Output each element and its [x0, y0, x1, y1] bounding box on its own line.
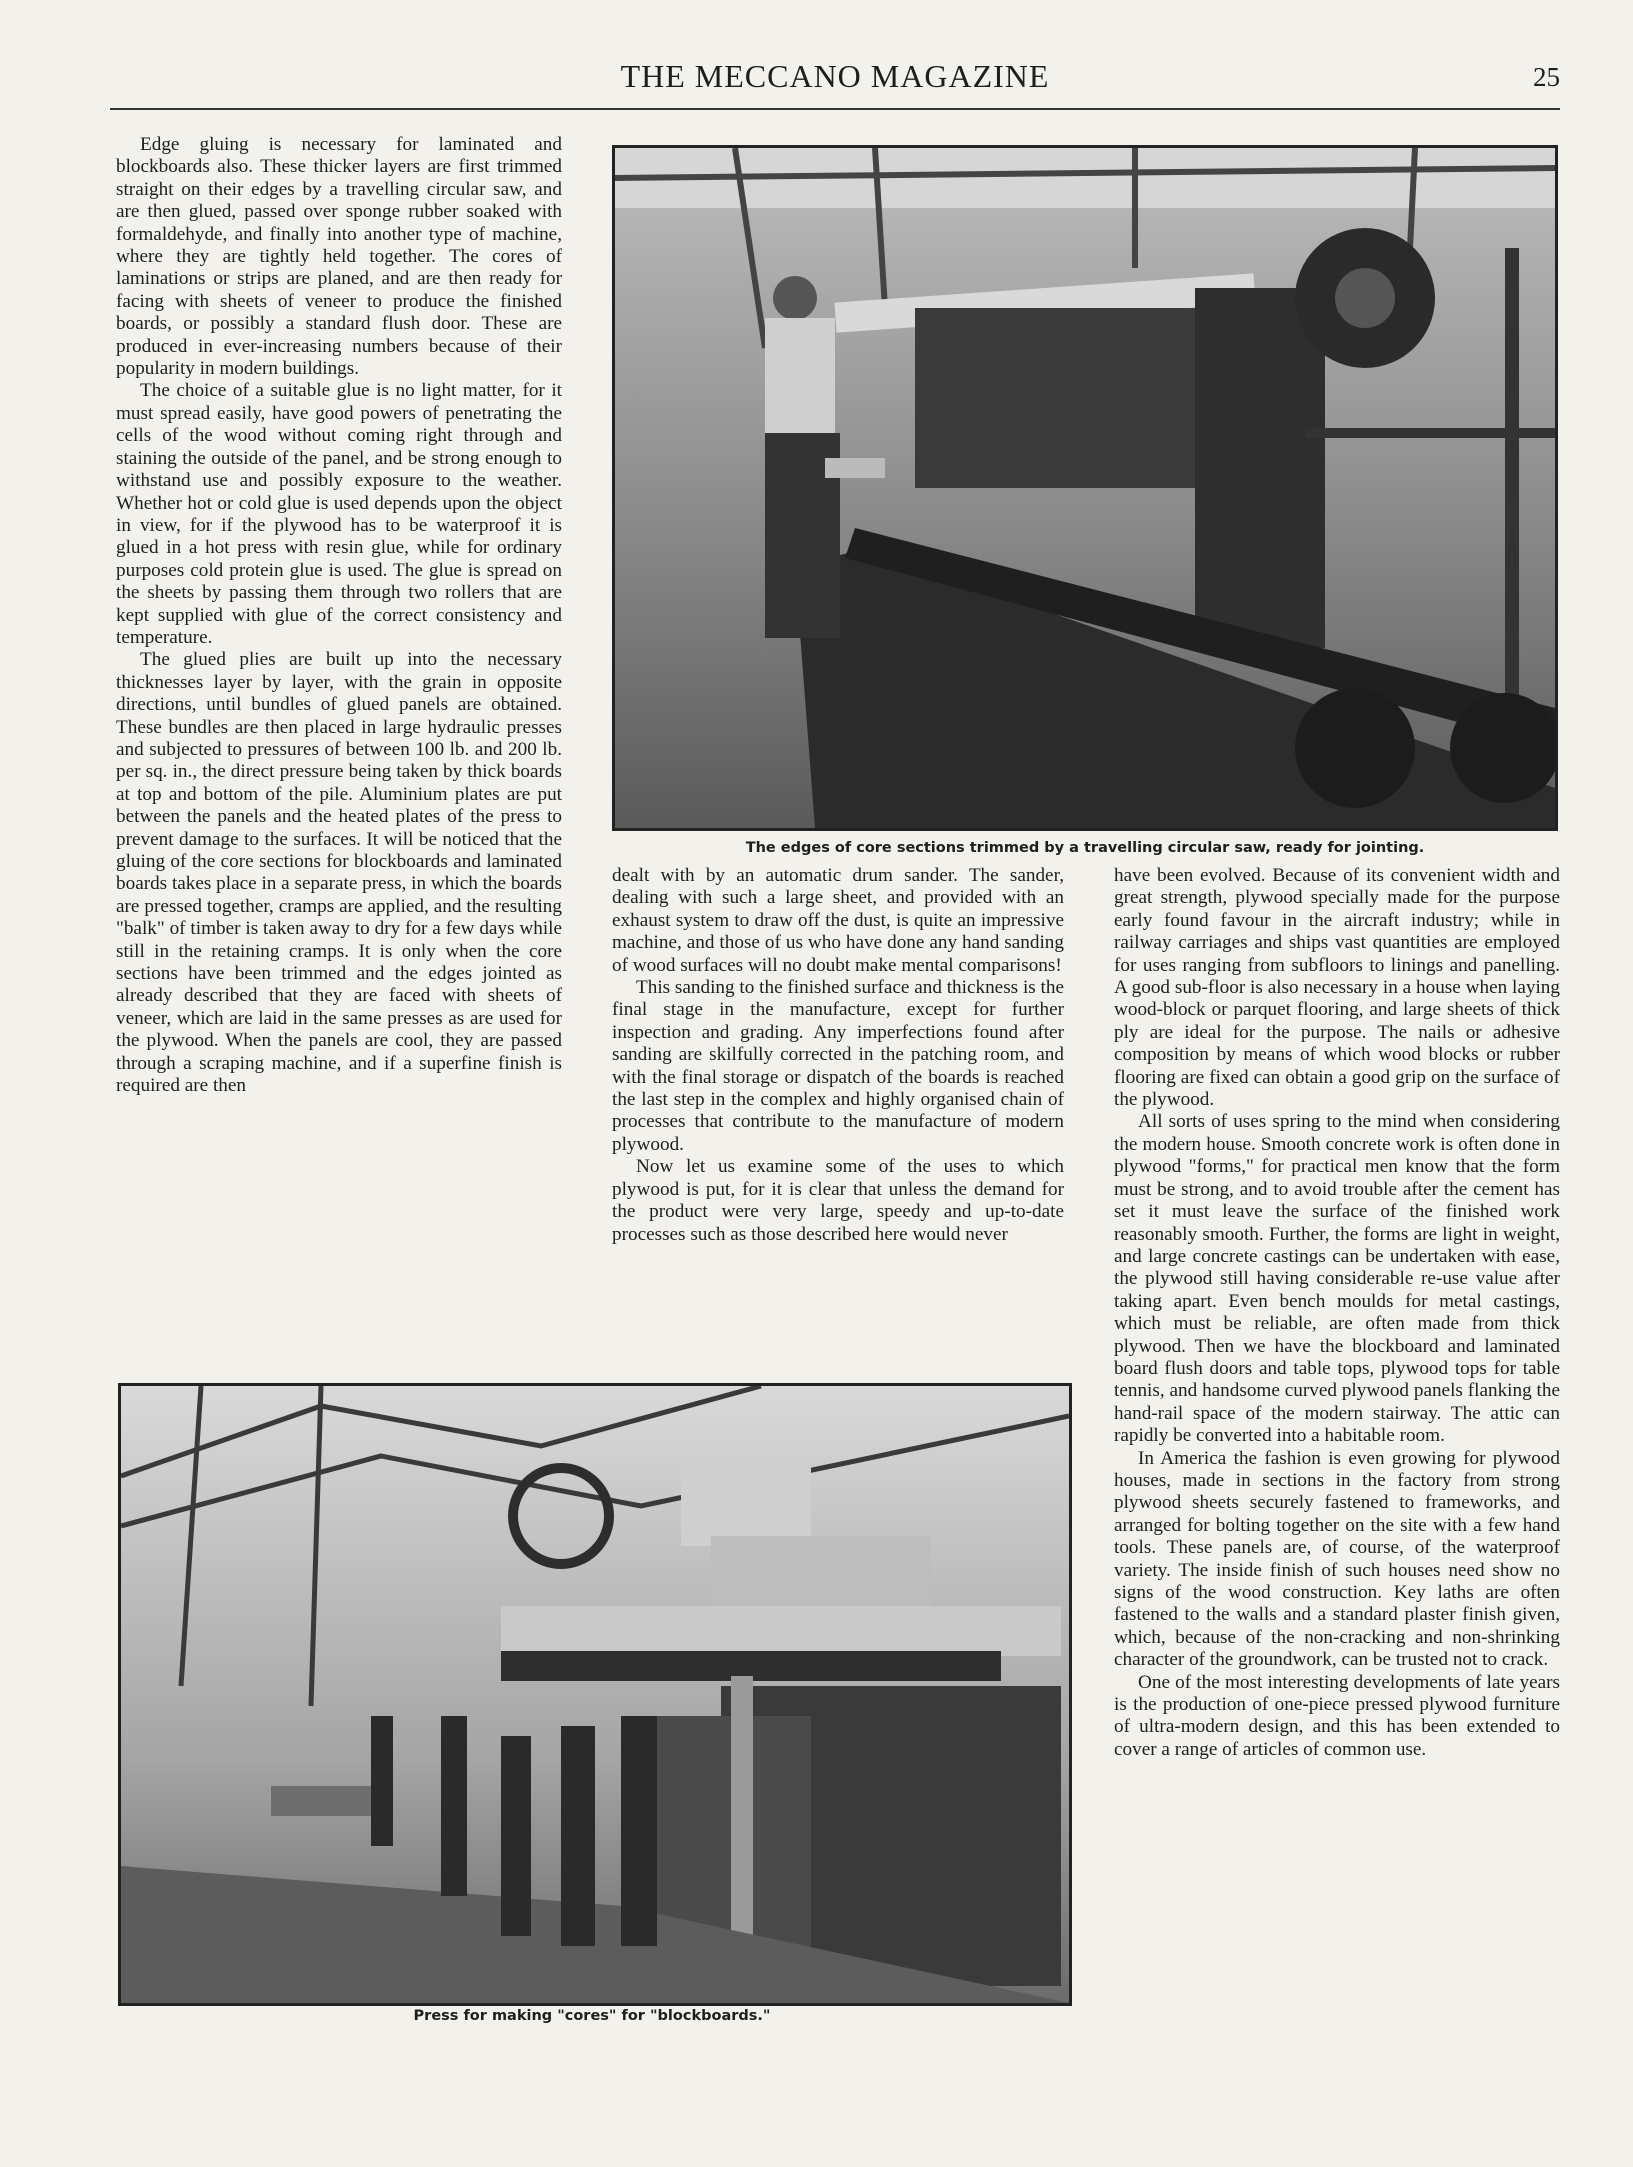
saw-machine-image	[615, 148, 1555, 828]
paragraph: Edge gluing is necessary for laminated and blockboards also. These thicker layers are first trimmed straight on their edges by a travelling circular saw, and are then glued, passed over sponge rubber soaked with formaldehyde, and finally into another type of machine, where they are tightly held together. The cores of laminations or strips are planed, and are then ready for facing with sheets of veneer to produce the finished boards, or possibly a standard flush door. These are produced in ever-increasing numbers because of their popularity in modern buildings.	[116, 134, 562, 380]
article-column-2	[612, 865, 1064, 1246]
press-photo	[118, 1383, 1072, 2006]
paragraph: Now let us examine some of the uses to which plywood is put, for it is clear that unless the demand for the product were very large, speedy and up-to-date processes such as those described here would never	[612, 1156, 1064, 1245]
press-image	[121, 1386, 1069, 2003]
article-column-3	[1114, 865, 1560, 1761]
paragraph: have been evolved. Because of its convenient width and great strength, plywood specially made for the purpose early found favour in the aircraft industry; while in railway carriages and ships vast quantities are employed for uses ranging from subfloors to linings and panelling. A good sub-floor is also necessary in a house when laying wood-block or parquet flooring, and large sheets of thick ply are ideal for the purpose. The nails or adhesive composition by means of which wood blocks or rubber flooring are fixed can obtain a good grip on the surface of the plywood.	[1114, 865, 1560, 1111]
paragraph: The glued plies are built up into the necessary thicknesses layer by layer, with the grain in opposite directions, until bundles of glued panels are obtained. These bundles are then placed in large hydraulic presses and subjected to pressures of between 100 lb. and 200 lb. per sq. in., the direct pressure being taken by thick boards at top and bottom of the pile. Aluminium plates are put between the panels and the heated plates of the press to prevent damage to the surfaces. It will be noticed that the gluing of the core sections for blockboards and laminated boards takes place in a separate press, in which the boards are pressed together, cramps are applied, and the resulting "balk" of timber is taken away to dry for a few days while still in the retaining cramps. It is only when the core sections have been trimmed and the edges jointed as already described that they are faced with sheets of veneer, which are laid in the same presses as are used for the plywood. When the panels are cool, they are passed through a scraping machine, and if a superfine finish is required are then	[116, 649, 562, 1097]
paragraph: In America the fashion is even growing for plywood houses, made in sections in the factory from strong plywood sheets securely fastened to frameworks, and arranged for bolting together on the site with a few hand tools. These panels are, of course, of the waterproof variety. The inside finish of such houses need show no signs of the wood construction. Key laths are often fastened to the walls and a standard plaster finish given, which, because of the non-cracking and non-shrinking character of the groundwork, can be trusted not to crack.	[1114, 1447, 1560, 1671]
paragraph: One of the most interesting developments of late years is the production of one-piece pressed plywood furniture of ultra-modern design, and this has been extended to cover a range of articles of common use.	[1114, 1671, 1560, 1760]
article-column-1	[116, 134, 562, 1097]
page-header	[110, 58, 1560, 110]
paragraph: The choice of a suitable glue is no light matter, for it must spread easily, have good powers of penetrating the cells of the wood without coming right through and staining the outside of the panel, and be strong enough to withstand use and possibly exposure to the weather. Whether hot or cold glue is used depends upon the object in view, for if the plywood has to be waterproof it is glued in a hot press with resin glue, while for ordinary purposes cold protein glue is used. The glue is spread on the sheets by passing them through two rollers that are kept supplied with glue of the correct consistency and temperature.	[116, 380, 562, 648]
magazine-title: THE MECCANO MAGAZINE	[620, 58, 1050, 94]
saw-machine-photo	[612, 145, 1558, 831]
paragraph: This sanding to the finished surface and thickness is the final stage in the manufacture, except for further inspection and grading. Any imperfections found after sanding are skilfully corrected in the patching room, and with the final storage or dispatch of the boards is reached the last step in the complex and highly organised chain of processes that contribute to the manufacture of modern plywood.	[612, 977, 1064, 1155]
photo-caption-top: The edges of core sections trimmed by a travelling circular saw, ready for jointing.	[745, 840, 1425, 856]
photo-caption-bottom: Press for making "cores" for "blockboards."	[413, 2008, 771, 2024]
paragraph: dealt with by an automatic drum sander. The sander, dealing with such a large sheet, and provided with an exhaust system to draw off the dust, is quite an impressive machine, and those of us who have done any hand sanding of wood surfaces will no doubt make mental comparisons!	[612, 865, 1064, 976]
paragraph: All sorts of uses spring to the mind when considering the modern house. Smooth concrete work is often done in plywood "forms," for practical men know that the form must be strong, and to avoid trouble after the cement has set it must leave the surface of the finished work reasonably smooth. Further, the forms are light in weight, and large concrete castings can be undertaken with ease, the plywood still having considerable re-use value after taking apart. Even bench moulds for metal castings, which must be reliable, are often made from thick plywood. Then we have the blockboard and laminated board flush doors and table tops, plywood tops for table tennis, and handsome curved plywood panels flanking the hand-rail space of the modern stairway. The attic can rapidly be converted into a habitable room.	[1114, 1111, 1560, 1447]
page-number: 25	[1533, 62, 1560, 92]
